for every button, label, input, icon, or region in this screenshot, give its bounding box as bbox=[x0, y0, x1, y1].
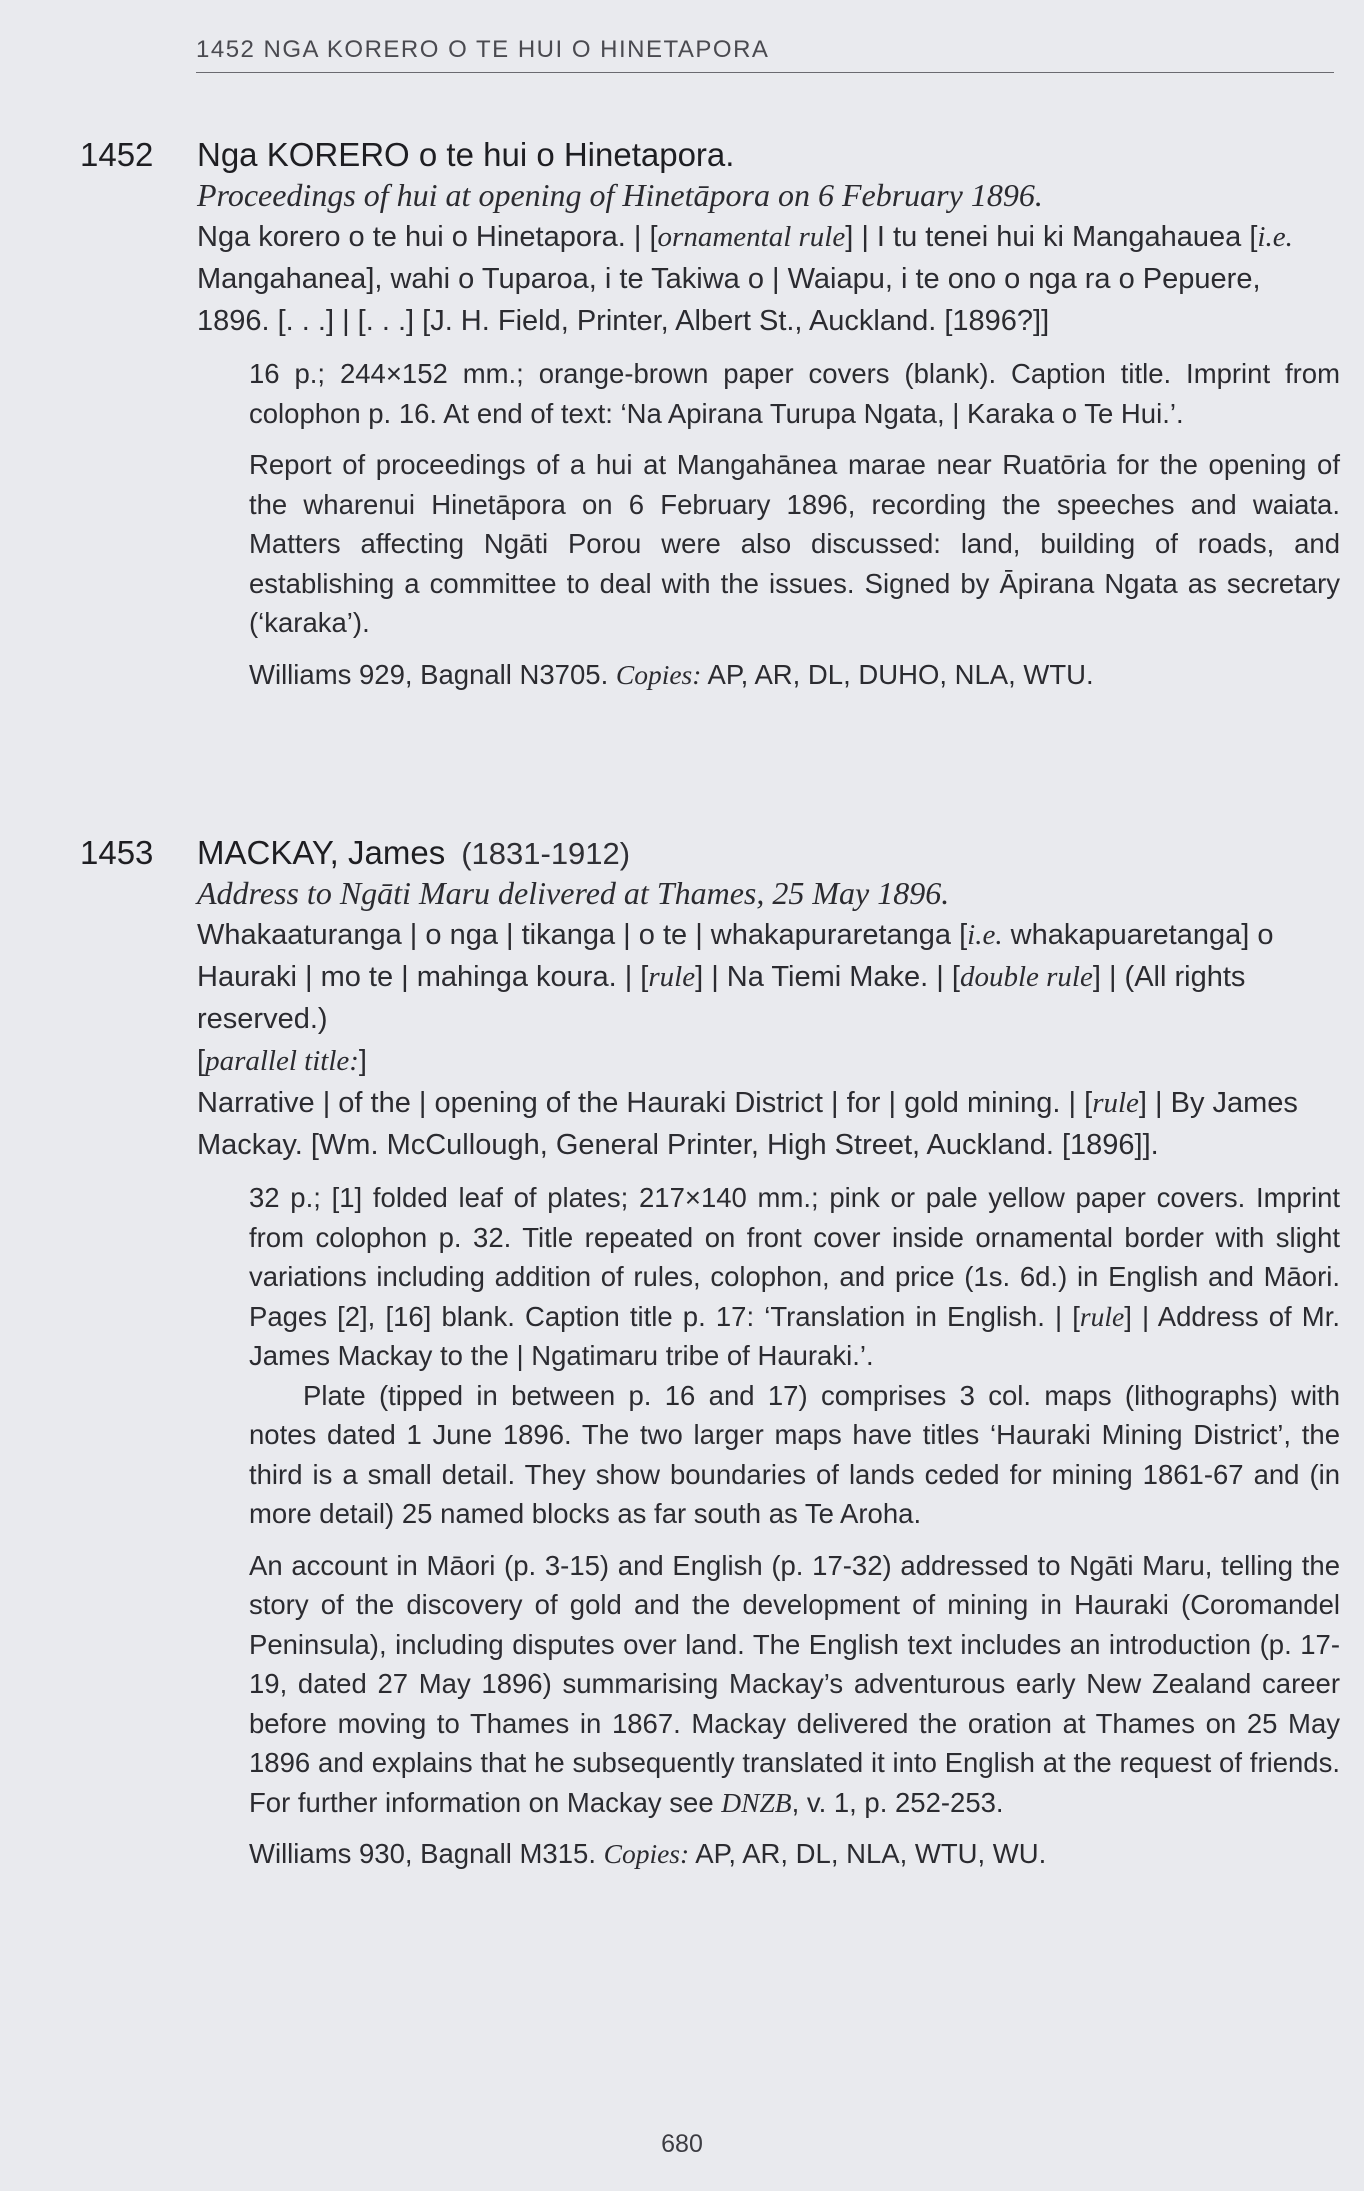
entry-heading-row bbox=[80, 834, 1340, 872]
references: Williams 929, Bagnall N3705. Copies: AP, AR, DL, DUHO, NLA, WTU. bbox=[249, 658, 1094, 690]
plate-description: Plate (tipped in between p. 16 and 17) comprises 3 col. maps (lithographs) with notes dated 1 June 1896. The two larger maps have titles ‘Hauraki Mining District’, the third is a small detail. They show boundaries of lands ceded for mining 1861-67 and (in more detail) 25 named blocks as far south as Te Aroha. bbox=[249, 1379, 1340, 1529]
title-transcription: Nga korero o te hui o Hinetapora. | [ornamental rule] | I tu tenei hui ki Mangahauea [i.e. Mangahanea], wahi o Tuparoa, i te Takiwa o | Waiapu, i te ono o nga ra o Pepuere, 1896. [. . .] | [. . .] [J. H. Field, Printer, Albert St., Auckland. [1896?]] bbox=[197, 221, 1293, 337]
english-title: Address to Ngāti Maru delivered at Thames, 25 May 1896. bbox=[197, 875, 950, 911]
parallel-title: Narrative | of the | opening of the Hauraki District | for | gold mining. | [rule] | By James Mackay. [Wm. McCullough, General Printer, High Street, Auckland. [1896]]. bbox=[197, 1087, 1298, 1161]
notes bbox=[249, 354, 1340, 694]
page-number: 680 bbox=[661, 2130, 703, 2158]
summary: Report of proceedings of a hui at Mangahānea marae near Ruatōria for the opening of the wharenui Hinetāpora on 6 February 1896, recording the speeches and waiata. Matters affecting Ngāti Porou were also discussed: land, building of roads, and establishing a committee to deal with the issues. Signed by Āpirana Ngata as secretary (‘karaka’). bbox=[249, 449, 1340, 638]
physical-description: 16 p.; 244×152 mm.; orange-brown paper covers (blank). Caption title. Imprint from colophon p. 16. At end of text: ‘Na Apirana Turupa Ngata, | Karaka o Te Hui.’. bbox=[249, 358, 1340, 429]
running-head: 1452 NGA KORERO O TE HUI O HINETAPORA bbox=[196, 36, 1334, 73]
entry-heading: Nga KORERO o te hui o Hinetapora. bbox=[197, 136, 735, 173]
parallel-title-label: [parallel title:] bbox=[197, 1045, 367, 1077]
notes bbox=[249, 1178, 1340, 1874]
summary: An account in Māori (p. 3-15) and English (p. 17-32) addressed to Ngāti Maru, telling the story of the discovery of gold and the development of mining in Hauraki (Coromandel Peninsula), including disputes over land. The English text includes an introduction (p. 17-19, dated 27 May 1896) summarising Mackay’s adventurous early New Zealand career before moving to Thames in 1867. Mackay delivered the oration at Thames on 25 May 1896 and explains that he subsequently translated it into English at the request of friends. For further information on Mackay see DNZB, v. 1, p. 252-253. bbox=[249, 1549, 1340, 1818]
entry-1452 bbox=[80, 136, 1340, 694]
author-dates: (1831-1912) bbox=[461, 836, 631, 871]
entry-1453 bbox=[80, 834, 1340, 1874]
title-transcription: Whakaaturanga | o nga | tikanga | o te | whakapuraretanga [i.e. whakapuaretanga] o Hauraki | mo te | mahinga koura. | [rule] | Na Tiemi Make. | [double rule] | (All rights reserved.) bbox=[197, 919, 1274, 1035]
entry-heading: MACKAY, James bbox=[197, 834, 446, 871]
physical-description: 32 p.; [1] folded leaf of plates; 217×140 mm.; pink or pale yellow paper covers. Imprint from colophon p. 32. Title repeated on front cover inside ornamental border with slight variations including addition of rules, colophon, and price (1s. 6d.) in English and Māori. Pages [2], [16] blank. Caption title p. 17: ‘Translation in English. | [rule] | Address of Mr. James Mackay to the | Ngatimaru tribe of Hauraki.’. bbox=[249, 1182, 1340, 1371]
references: Williams 930, Bagnall M315. Copies: AP, AR, DL, NLA, WTU, WU. bbox=[249, 1838, 1047, 1869]
entry-heading-row bbox=[80, 136, 1340, 174]
english-title: Proceedings of hui at opening of Hinetāpora on 6 February 1896. bbox=[197, 177, 1043, 213]
entry-number: 1452 bbox=[80, 136, 154, 173]
entry-number: 1453 bbox=[80, 834, 154, 871]
